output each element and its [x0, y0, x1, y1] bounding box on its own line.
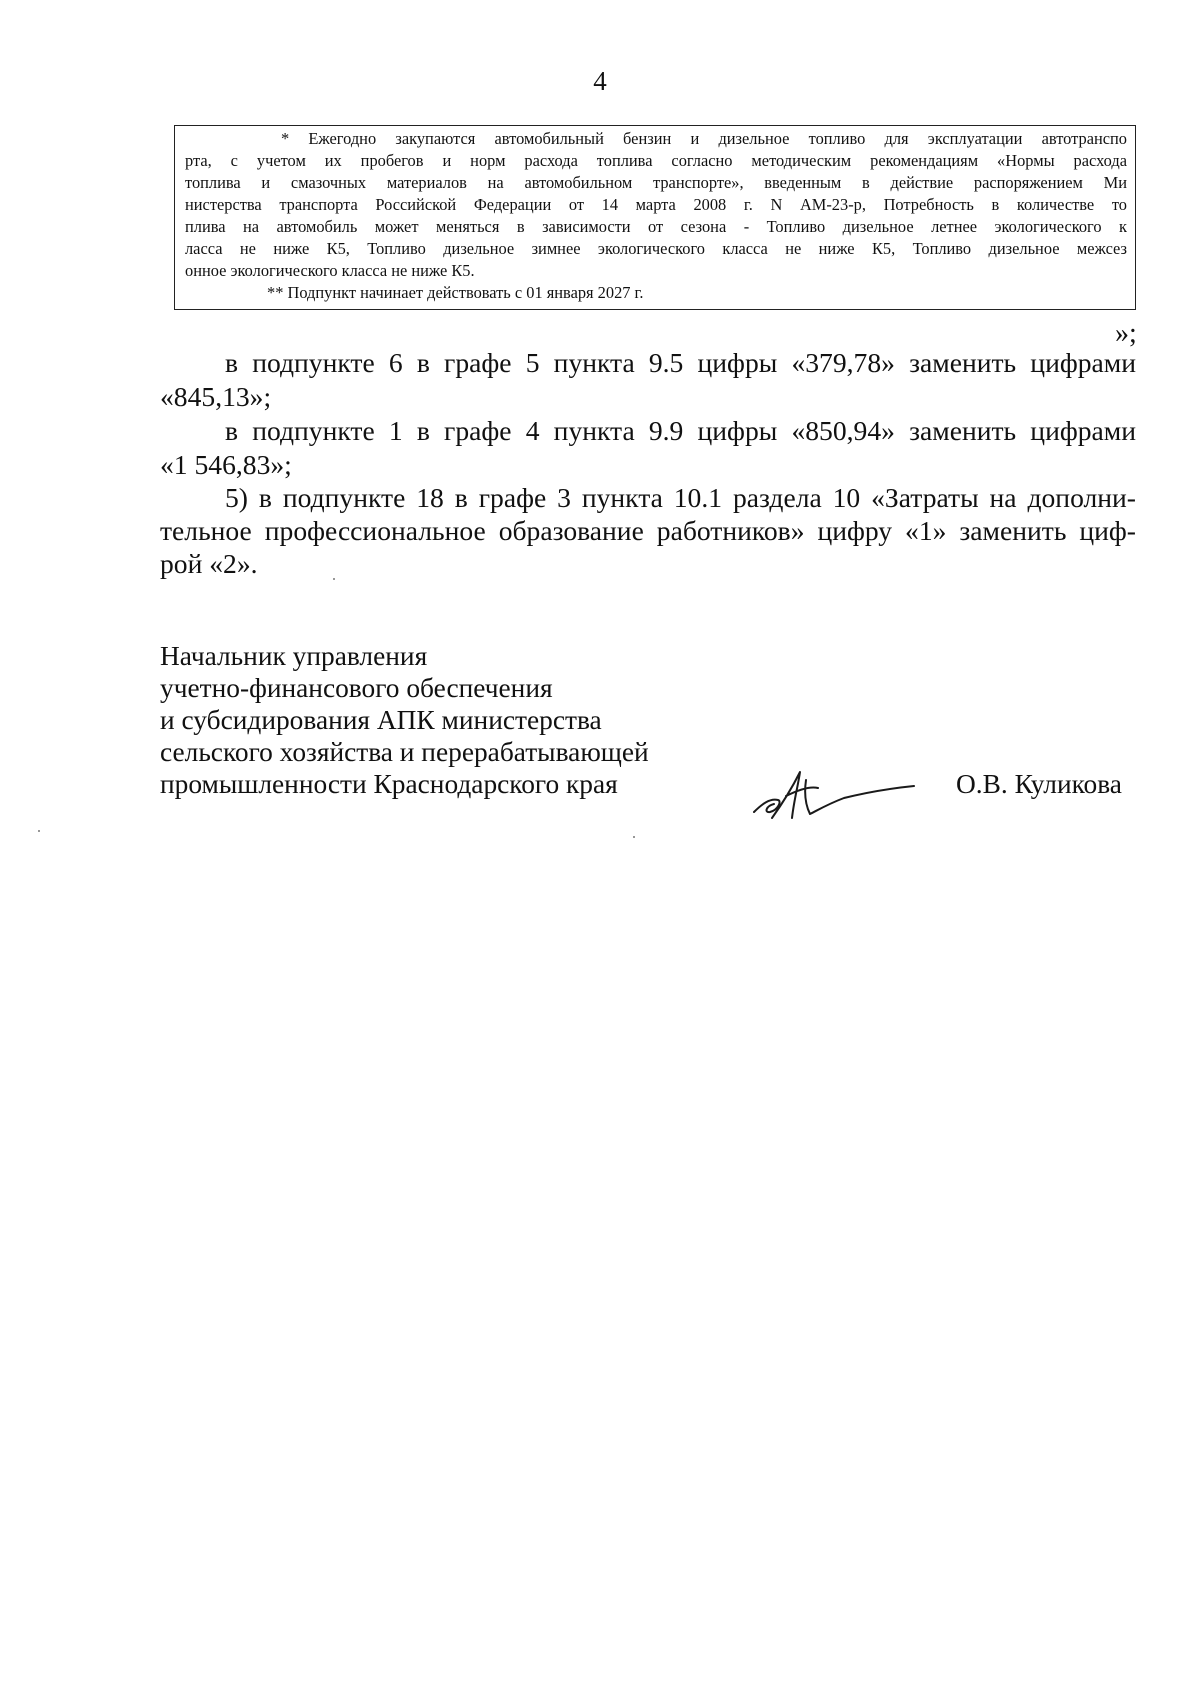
signature-position-line: Начальник управления — [160, 641, 428, 671]
footnote-line: топлива и смазочных материалов на автомобильном транспорте», введенным в действие распоряжением Ми — [185, 173, 1127, 192]
signature-position-line: сельского хозяйства и перерабатывающей — [160, 737, 649, 767]
page-number: 4 — [593, 66, 607, 96]
scan-speck — [38, 830, 40, 832]
closing-quote: »; — [1115, 318, 1137, 349]
footnote-double-star-note: ** Подпункт начинает действовать с 01 января 2027 г. — [267, 283, 644, 302]
amendment-item-2-line: «1 546,83»; — [160, 449, 292, 480]
signature-position-line: промышленности Краснодарского края — [160, 769, 618, 799]
footnote-line: ласса не ниже К5, Топливо дизельное зимнее экологического класса не ниже К5, Топливо дизельное межсез — [185, 239, 1127, 258]
amendment-item-1-line: «845,13»; — [160, 381, 272, 412]
footnote-line: онное экологического класса не ниже К5. — [185, 261, 475, 280]
signature-position-line: учетно-финансового обеспечения — [160, 673, 553, 703]
amendment-item-3-line: тельное профессиональное образование работников» цифру «1» заменить циф- — [160, 515, 1136, 546]
signature-position-line: и субсидирования АПК министерства — [160, 705, 602, 735]
footnote-line: плива на автомобиль может меняться в зависимости от сезона - Топливо дизельное летнее экологического к — [185, 217, 1127, 236]
scan-speck — [333, 578, 335, 580]
signer-name: О.В. Куликова — [956, 769, 1122, 799]
amendment-item-2-line: в подпункте 1 в графе 4 пункта 9.9 цифры «850,94» заменить цифрами — [225, 415, 1136, 446]
amendment-item-1-line: в подпункте 6 в графе 5 пункта 9.5 цифры «379,78» заменить цифрами — [225, 347, 1136, 378]
footnote-line: рта, с учетом их пробегов и норм расхода топлива согласно методическим рекомендациям «Нормы расхода — [185, 151, 1127, 170]
scan-speck — [633, 836, 635, 838]
amendment-item-3-line: рой «2». — [160, 548, 258, 579]
handwritten-signature-icon — [748, 760, 918, 830]
amendment-item-3-line: 5) в подпункте 18 в графе 3 пункта 10.1 раздела 10 «Затраты на дополни- — [225, 482, 1136, 513]
footnote-line: * Ежегодно закупаются автомобильный бензин и дизельное топливо для эксплуатации автотранспо — [281, 129, 1127, 148]
footnote-line: нистерства транспорта Российской Федерации от 14 марта 2008 г. N АМ-23-р, Потребность в количестве то — [185, 195, 1127, 214]
footnote-box — [174, 125, 1136, 310]
